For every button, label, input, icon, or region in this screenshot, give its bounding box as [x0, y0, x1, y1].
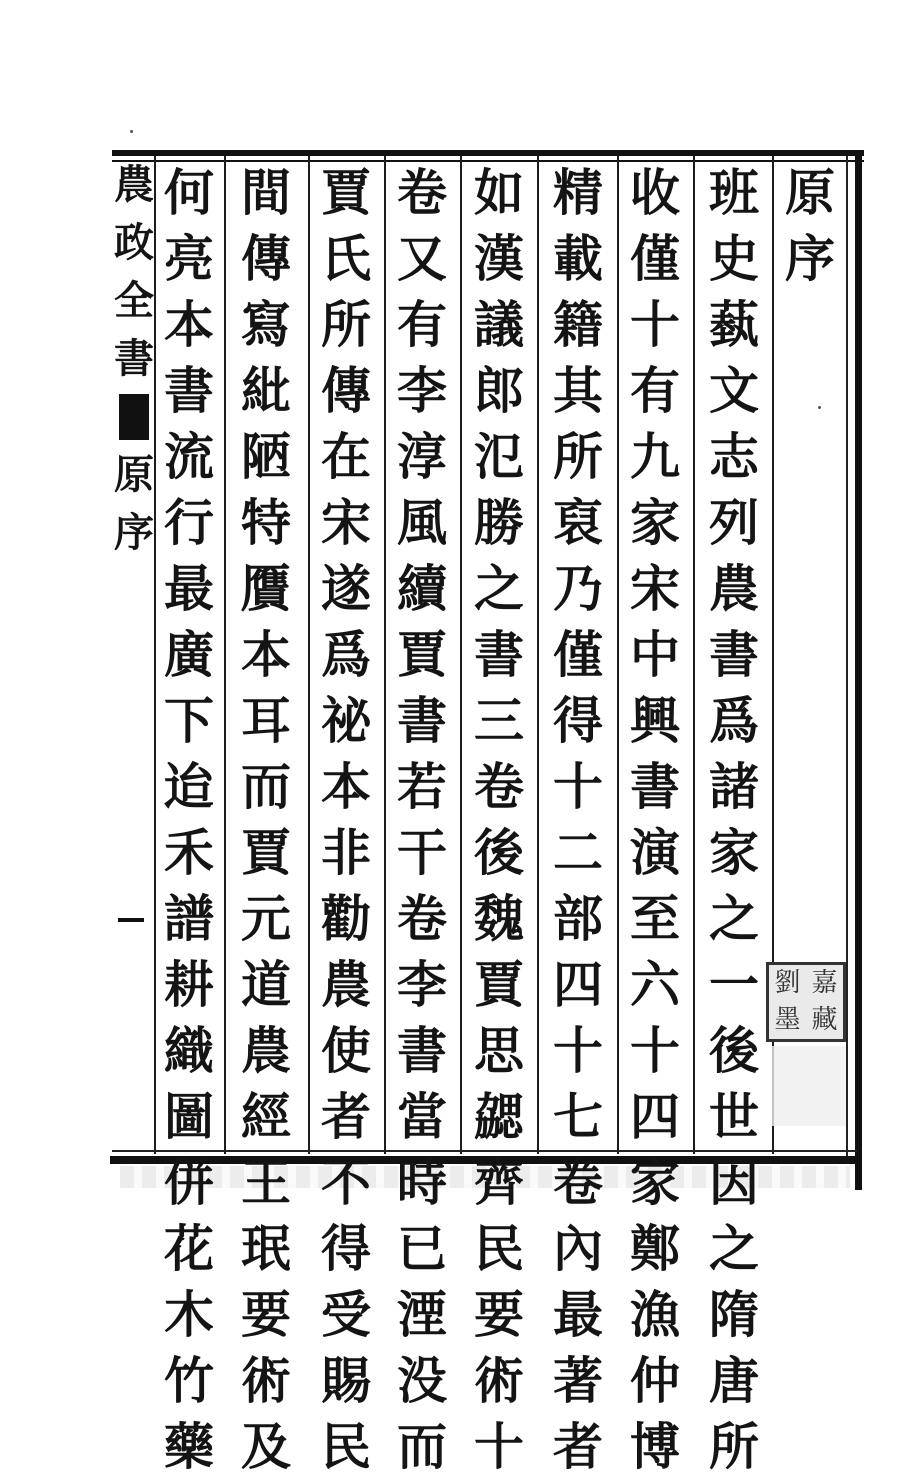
text-character: 藥 — [164, 1417, 214, 1476]
text-character: 如 — [474, 163, 524, 222]
text-character: 最 — [553, 1285, 603, 1344]
text-character: 者 — [553, 1417, 603, 1476]
text-character: 木 — [164, 1285, 214, 1344]
ink-speck — [818, 406, 821, 409]
text-character: 九 — [630, 427, 680, 486]
text-character: 若 — [397, 757, 447, 816]
text-character: 七 — [553, 1087, 603, 1146]
text-character: 賈 — [397, 625, 447, 684]
text-character: 有 — [630, 361, 680, 420]
text-column — [232, 160, 300, 1476]
text-character: 爲 — [321, 625, 371, 684]
text-character: 乃 — [553, 559, 603, 618]
text-character: 花 — [164, 1219, 214, 1278]
text-character: 遂 — [321, 559, 371, 618]
text-character: 書 — [474, 625, 524, 684]
text-character: 者 — [321, 1087, 371, 1146]
text-character: 湮 — [397, 1285, 447, 1344]
text-character: 農 — [114, 161, 154, 208]
text-character: 有 — [397, 295, 447, 354]
text-character: 之 — [709, 889, 759, 948]
text-character: 行 — [164, 493, 214, 552]
text-character: 因 — [709, 1153, 759, 1212]
text-character: 至 — [630, 889, 680, 948]
text-character: 興 — [630, 691, 680, 750]
text-character: 紕 — [241, 361, 291, 420]
text-character: 受 — [321, 1285, 371, 1344]
text-character: 時 — [397, 1153, 447, 1212]
text-character: 譜 — [164, 889, 214, 948]
text-character: 耳 — [241, 691, 291, 750]
text-column — [465, 160, 533, 1476]
text-character: 一 — [709, 955, 759, 1014]
text-character: 下 — [164, 691, 214, 750]
text-character: 其 — [553, 361, 603, 420]
text-character: 四 — [630, 1087, 680, 1146]
text-character: 十 — [474, 1417, 524, 1476]
text-character: 卷 — [553, 1153, 603, 1212]
text-character: 禾 — [164, 823, 214, 882]
text-character: 原 — [114, 451, 154, 498]
text-character: 唐 — [709, 1351, 759, 1410]
text-character: 而 — [397, 1417, 447, 1476]
column-rule — [384, 156, 386, 1154]
column-rule — [308, 156, 310, 1154]
collector-seal — [766, 962, 846, 1042]
text-character: 得 — [553, 691, 603, 750]
text-character: 道 — [241, 955, 291, 1014]
text-character: 十 — [553, 1021, 603, 1080]
frame-right-border — [855, 150, 862, 1190]
text-character: 中 — [630, 625, 680, 684]
text-character: 又 — [397, 229, 447, 288]
text-character: 併 — [164, 1153, 214, 1212]
text-character: 贋 — [241, 559, 291, 618]
text-character: 不 — [321, 1153, 371, 1212]
gutter-page-number — [118, 918, 144, 922]
text-character: 干 — [397, 823, 447, 882]
text-character: 僅 — [630, 229, 680, 288]
text-character: 六 — [630, 955, 680, 1014]
column-rule — [617, 156, 619, 1154]
ink-speck — [130, 130, 133, 133]
text-character: 部 — [553, 889, 603, 948]
text-character: 著 — [553, 1351, 603, 1410]
text-character: 諸 — [709, 757, 759, 816]
text-column — [544, 160, 612, 1476]
text-character: 賜 — [321, 1351, 371, 1410]
text-character: 政 — [114, 219, 154, 266]
text-character: 之 — [474, 559, 524, 618]
text-character: 續 — [397, 559, 447, 618]
text-character: 齊 — [474, 1153, 524, 1212]
text-character: 書 — [397, 691, 447, 750]
text-character: 農 — [241, 1021, 291, 1080]
text-character: 演 — [630, 823, 680, 882]
column-rule — [224, 156, 226, 1154]
text-character: 博 — [630, 1417, 680, 1476]
text-character: 傳 — [241, 229, 291, 288]
text-character: 志 — [709, 427, 759, 486]
text-character: 要 — [241, 1285, 291, 1344]
text-character: 十 — [630, 295, 680, 354]
text-character: 隋 — [709, 1285, 759, 1344]
text-character: 鄭 — [630, 1219, 680, 1278]
text-character: 家 — [709, 823, 759, 882]
text-character: 寫 — [241, 295, 291, 354]
text-character: 四 — [553, 955, 603, 1014]
text-character: 議 — [474, 295, 524, 354]
text-character: 序 — [114, 509, 154, 556]
text-character: 勝 — [474, 493, 524, 552]
text-character: 內 — [553, 1219, 603, 1278]
text-character: 李 — [397, 361, 447, 420]
text-character: 珉 — [241, 1219, 291, 1278]
text-character: 書 — [709, 625, 759, 684]
text-character: 耕 — [164, 955, 214, 1014]
text-column — [700, 160, 768, 1476]
text-character: 而 — [241, 757, 291, 816]
text-character: 本 — [241, 625, 291, 684]
text-character: 本 — [164, 295, 214, 354]
text-character: 最 — [164, 559, 214, 618]
text-character: 文 — [709, 361, 759, 420]
gutter-fishtail-mark — [119, 394, 149, 440]
text-character: 十 — [553, 757, 603, 816]
faint-seal-impression — [772, 1046, 846, 1126]
text-column — [155, 160, 223, 1476]
text-character: 亮 — [164, 229, 214, 288]
text-character: 陋 — [241, 427, 291, 486]
seal-character: 劉 — [774, 968, 801, 998]
gutter-section-label — [114, 446, 154, 562]
text-character: 勰 — [474, 1087, 524, 1146]
seal-character: 藏 — [811, 1005, 838, 1035]
text-character: 書 — [114, 335, 154, 382]
text-character: 原 — [785, 163, 835, 222]
text-character: 籍 — [553, 295, 603, 354]
text-character: 後 — [474, 823, 524, 882]
text-character: 傳 — [321, 361, 371, 420]
text-character: 民 — [321, 1417, 371, 1476]
text-character: 爲 — [709, 691, 759, 750]
text-character: 班 — [709, 163, 759, 222]
text-character: 收 — [630, 163, 680, 222]
center-fold-gutter — [114, 156, 154, 1154]
text-character: 圖 — [164, 1087, 214, 1146]
text-character: 間 — [241, 163, 291, 222]
text-character: 得 — [321, 1219, 371, 1278]
text-character: 當 — [397, 1087, 447, 1146]
text-character: 二 — [553, 823, 603, 882]
text-character: 廣 — [164, 625, 214, 684]
text-character: 農 — [321, 955, 371, 1014]
seal-character: 墨 — [774, 1005, 801, 1035]
text-character: 元 — [241, 889, 291, 948]
text-character: 要 — [474, 1285, 524, 1344]
text-character: 之 — [709, 1219, 759, 1278]
text-character: 郎 — [474, 361, 524, 420]
text-character: 風 — [397, 493, 447, 552]
text-character: 蓺 — [709, 295, 759, 354]
text-character: 漁 — [630, 1285, 680, 1344]
text-character: 書 — [397, 1021, 447, 1080]
text-character: 李 — [397, 955, 447, 1014]
text-character: 農 — [709, 559, 759, 618]
text-character: 家 — [630, 1153, 680, 1212]
frame-right-inner-border — [846, 156, 848, 1156]
text-character: 列 — [709, 493, 759, 552]
text-character: 精 — [553, 163, 603, 222]
text-character: 已 — [397, 1219, 447, 1278]
text-character: 仲 — [630, 1351, 680, 1410]
text-character: 王 — [241, 1153, 291, 1212]
text-character: 後 — [709, 1021, 759, 1080]
text-character: 賈 — [474, 955, 524, 1014]
text-character: 所 — [553, 427, 603, 486]
text-character: 民 — [474, 1219, 524, 1278]
text-character: 魏 — [474, 889, 524, 948]
text-character: 本 — [321, 757, 371, 816]
text-character: 賈 — [321, 163, 371, 222]
text-character: 祕 — [321, 691, 371, 750]
text-column — [388, 160, 456, 1476]
text-character: 三 — [474, 691, 524, 750]
seal-character: 嘉 — [811, 968, 838, 998]
text-character: 宋 — [630, 559, 680, 618]
text-character: 漢 — [474, 229, 524, 288]
text-character: 所 — [321, 295, 371, 354]
text-character: 卷 — [397, 889, 447, 948]
gutter-book-title — [114, 156, 154, 388]
text-character: 書 — [164, 361, 214, 420]
text-character: 家 — [630, 493, 680, 552]
text-character: 迨 — [164, 757, 214, 816]
text-column — [621, 160, 689, 1476]
text-character: 宋 — [321, 493, 371, 552]
text-character: 流 — [164, 427, 214, 486]
text-character: 術 — [474, 1351, 524, 1410]
text-character: 世 — [709, 1087, 759, 1146]
text-character: 全 — [114, 277, 154, 324]
text-character: 卷 — [474, 757, 524, 816]
text-character: 淳 — [397, 427, 447, 486]
text-character: 氾 — [474, 427, 524, 486]
text-character: 思 — [474, 1021, 524, 1080]
text-character: 氏 — [321, 229, 371, 288]
text-character: 序 — [785, 229, 835, 288]
text-character: 勸 — [321, 889, 371, 948]
text-character: 織 — [164, 1021, 214, 1080]
text-character: 非 — [321, 823, 371, 882]
text-character: 十 — [630, 1021, 680, 1080]
text-character: 没 — [397, 1351, 447, 1410]
text-character: 在 — [321, 427, 371, 486]
text-character: 卷 — [397, 163, 447, 222]
text-character: 特 — [241, 493, 291, 552]
text-character: 載 — [553, 229, 603, 288]
column-rule — [460, 156, 462, 1154]
text-character: 竹 — [164, 1351, 214, 1410]
text-character: 史 — [709, 229, 759, 288]
column-rule — [537, 156, 539, 1154]
text-character: 術 — [241, 1351, 291, 1410]
column-rule — [693, 156, 695, 1154]
text-character: 何 — [164, 163, 214, 222]
text-character: 賈 — [241, 823, 291, 882]
text-column — [312, 160, 380, 1476]
text-character: 及 — [241, 1417, 291, 1476]
text-character: 經 — [241, 1087, 291, 1146]
text-character: 使 — [321, 1021, 371, 1080]
text-character: 書 — [630, 757, 680, 816]
text-character: 裒 — [553, 493, 603, 552]
text-character: 所 — [709, 1417, 759, 1476]
text-character: 僅 — [553, 625, 603, 684]
